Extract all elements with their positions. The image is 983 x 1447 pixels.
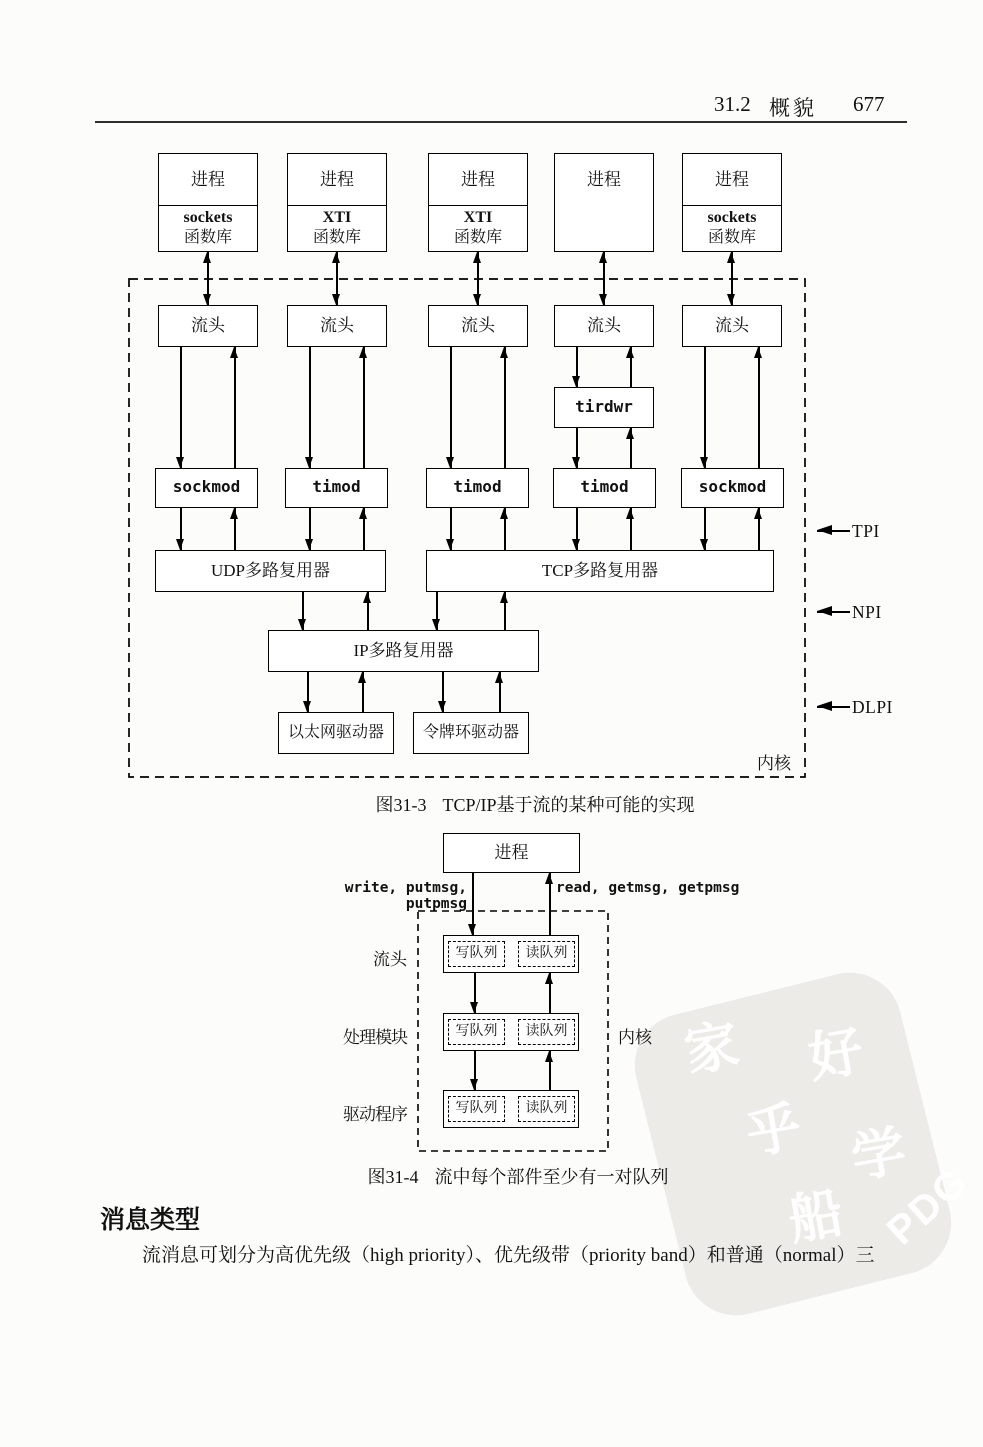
library-name: XTI (322, 209, 352, 226)
bidirectional-arrow (731, 252, 733, 305)
stream-head-box: 流头 (428, 305, 528, 347)
write-queue-box: 写队列 (448, 1019, 505, 1045)
up-arrow (630, 428, 632, 468)
section-heading: 消息类型 (100, 1206, 201, 1234)
bidirectional-arrow (603, 252, 605, 305)
down-arrow (704, 508, 706, 550)
write-queue-box: 写队列 (448, 1096, 505, 1122)
library-suffix: 函数库 (453, 229, 502, 246)
process-label: 进程 (429, 154, 527, 206)
bidirectional-arrow (336, 252, 338, 305)
process-box-2 (287, 153, 387, 252)
timod-module-box: timod (553, 468, 656, 508)
read-queue-box: 读队列 (518, 1019, 575, 1045)
header-rule (95, 121, 907, 123)
token-ring-driver-box: 令牌环驱动器 (413, 712, 529, 754)
up-arrow (234, 508, 236, 550)
up-arrow (367, 592, 369, 630)
watermark-seal-glyph: 学 (846, 1120, 911, 1190)
sockmod-module-box: sockmod (681, 468, 784, 508)
write-queue-box: 写队列 (448, 941, 505, 967)
down-arrow (442, 672, 444, 712)
watermark-seal-glyph: 家 (679, 1014, 744, 1084)
process-box: 进程 (443, 833, 580, 873)
down-arrow (474, 973, 476, 1013)
interface-name: DLPI (852, 696, 893, 717)
down-arrow (474, 1051, 476, 1090)
udp-multiplexer-box: UDP多路复用器 (155, 550, 386, 592)
caption-text: 流中每个部件至少有一对队列 (434, 1167, 669, 1187)
left-arrow-icon (817, 706, 850, 708)
down-arrow (180, 347, 182, 468)
library-label (683, 206, 781, 248)
process-box-4 (554, 153, 654, 252)
timod-module-box: timod (426, 468, 529, 508)
process-label: 进程 (587, 170, 621, 189)
up-arrow (504, 347, 506, 468)
down-arrow (576, 428, 578, 468)
up-arrow (630, 508, 632, 550)
stream-head-box: 流头 (682, 305, 782, 347)
stream-head-box: 流头 (287, 305, 387, 347)
up-arrow (363, 508, 365, 550)
caption-number: 图31-4 (367, 1167, 419, 1187)
timod-module-box: timod (285, 468, 388, 508)
npi-interface-label (817, 602, 882, 622)
tcp-multiplexer-box: TCP多路复用器 (426, 550, 774, 592)
dlpi-interface-label (817, 697, 893, 717)
kernel-label: 内核 (757, 754, 791, 773)
process-box-1 (158, 153, 258, 252)
sockmod-module-box: sockmod (155, 468, 258, 508)
figure-31-4-caption (230, 1163, 806, 1189)
watermark-seal-glyph: 乎 (741, 1096, 806, 1166)
down-arrow (450, 508, 452, 550)
tirdwr-module-box: tirdwr (554, 387, 654, 428)
bidirectional-arrow (207, 252, 209, 305)
down-arrow (436, 592, 438, 630)
up-arrow (234, 347, 236, 468)
queue-pair-box (443, 935, 579, 973)
interface-name: TPI (852, 520, 880, 541)
read-calls-label: read, getmsg, getpmsg (556, 880, 740, 896)
down-arrow (309, 508, 311, 550)
stream-head-row-label: 流头 (373, 950, 407, 969)
queue-pair-box (443, 1090, 579, 1128)
ethernet-driver-box: 以太网驱动器 (278, 712, 394, 754)
tpi-interface-label (817, 521, 880, 541)
up-arrow (758, 347, 760, 468)
library-name: sockets (707, 209, 757, 226)
up-arrow (504, 508, 506, 550)
caption-number: 图31-3 (375, 795, 427, 815)
down-arrow (302, 592, 304, 630)
write-calls-label: write, putmsg, putpmsg (344, 880, 467, 912)
library-name: XTI (463, 209, 493, 226)
up-arrow (758, 508, 760, 550)
library-suffix: 函数库 (183, 229, 232, 246)
library-name: sockets (183, 209, 233, 226)
library-label (159, 206, 257, 248)
up-arrow (499, 672, 501, 712)
section-number: 31.2 (714, 92, 751, 116)
process-label: 进程 (159, 154, 257, 206)
left-arrow-icon (817, 530, 850, 532)
down-arrow (309, 347, 311, 468)
down-arrow (576, 347, 578, 387)
bidirectional-arrow (477, 252, 479, 305)
up-arrow (549, 973, 551, 1013)
up-arrow (363, 347, 365, 468)
up-arrow (630, 347, 632, 387)
processing-module-row-label: 处理模块 (343, 1028, 407, 1047)
stream-head-box: 流头 (158, 305, 258, 347)
down-arrow (576, 508, 578, 550)
left-arrow-icon (817, 611, 850, 613)
process-box-3 (428, 153, 528, 252)
up-arrow (549, 1051, 551, 1090)
section-title: 概貌 (769, 96, 817, 120)
caption-text: TCP/IP基于流的某种可能的实现 (442, 795, 695, 815)
process-label: 进程 (288, 154, 386, 206)
ip-multiplexer-box: IP多路复用器 (268, 630, 539, 672)
stream-head-box: 流头 (554, 305, 654, 347)
process-box-5 (682, 153, 782, 252)
down-arrow (180, 508, 182, 550)
pdg-watermark-logo: PDG (878, 1158, 978, 1254)
watermark-seal-glyph: 船 (783, 1182, 848, 1252)
page-number: 677 (853, 92, 885, 116)
read-queue-box: 读队列 (518, 1096, 575, 1122)
library-suffix: 函数库 (312, 229, 361, 246)
down-arrow (307, 672, 309, 712)
library-label (288, 206, 386, 248)
interface-name: NPI (852, 601, 882, 622)
read-queue-box: 读队列 (518, 941, 575, 967)
up-arrow (362, 672, 364, 712)
body-paragraph: 流消息可划分为高优先级（high priority）、优先级带（priority band）和普通（normal）三 (142, 1245, 875, 1266)
driver-row-label: 驱动程序 (343, 1105, 407, 1124)
queue-pair-box (443, 1013, 579, 1051)
process-label: 进程 (683, 154, 781, 206)
kernel-label: 内核 (618, 1028, 652, 1047)
down-arrow (704, 347, 706, 468)
library-label (429, 206, 527, 248)
watermark-seal-glyph: 好 (803, 1020, 868, 1090)
library-suffix: 函数库 (707, 229, 756, 246)
up-arrow (504, 592, 506, 630)
figure-31-3-caption (230, 791, 840, 817)
down-arrow (450, 347, 452, 468)
